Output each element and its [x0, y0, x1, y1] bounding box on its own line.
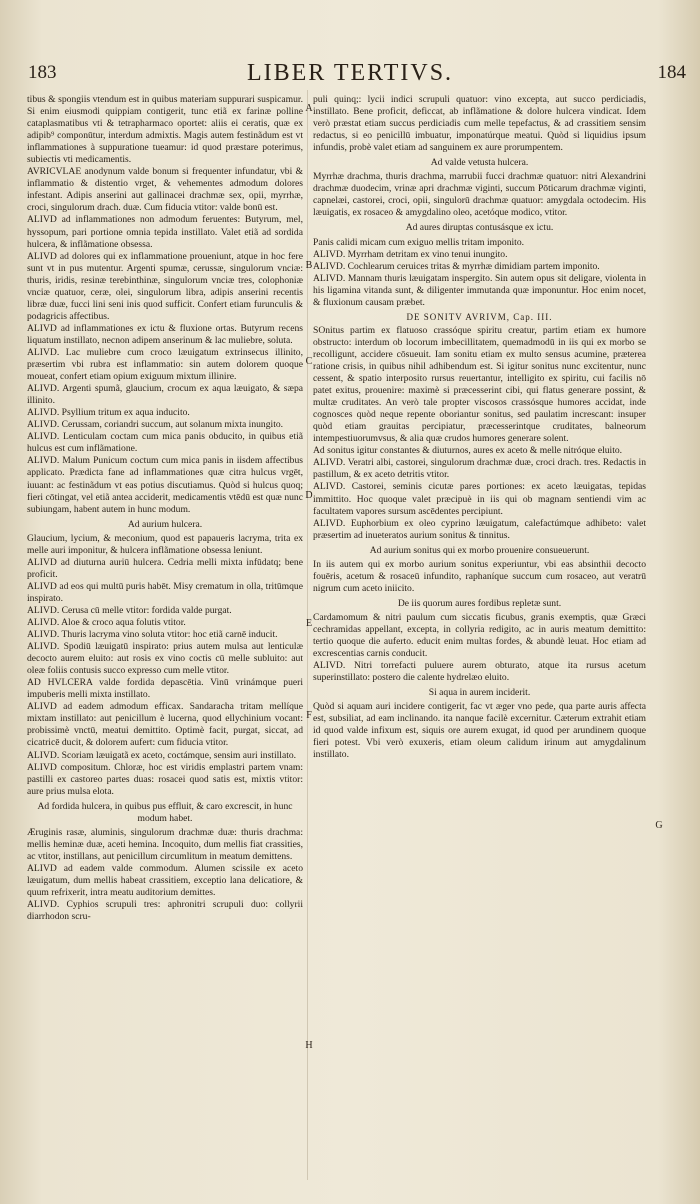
paragraph: ALIVD. Cyphios scrupuli tres: aphronitri scrupuli duo: collyrii diarrhodon scru- [27, 899, 303, 923]
paragraph: Panis calidi micam cum exiguo mellis tritam imponito. [313, 236, 525, 248]
paragraph: ALIVD. Spodiū læuigatū inspirato: prius autem mulsa aut lenticulæ decocto aurem eluito: aut rosis ex vino coctis cū melle subluito: aut oleæ foliis contusis succo expresso cum melle vtitor. [27, 641, 303, 677]
paragraph: ALIVD. Thuris lacryma vino soluta vtitor: hoc etiã carnē inducit. [27, 629, 278, 641]
chapter-heading: DE SONITV AVRIVM, Cap. III. [406, 311, 553, 322]
margin-letter: A [305, 103, 313, 114]
paragraph: ALIVD ad eadem valde commodum. Alumen scissile ex aceto læuigatum, dum mellis habeat crassitiem, exceptio lana delicatiore, & quum refrixerit, intra meatu auditorium demittes. [27, 862, 303, 899]
paragraph: ALIVD. Cerussam, coriandri succum, aut solanum mixta inungito. [27, 419, 284, 431]
paragraph: AVRICVLAE anodynum valde bonum si frequenter infundatur, vbi & inflammatio & distentio vrget, & vehementes admodum dolores infestant. Adipis anserini aut gallinacei drachmæ sex, opii, myrrhæ, croci, singulorum drach. duæ. Cum fiducia vtitor: valde bonū est. [27, 166, 303, 214]
paragraph: Æruginis rasæ, aluminis, singulorum drachmæ duæ: thuris drachma: mellis heminæ duæ, aceti hemina. Incoquito, dum mellis fiat crassities, ac vtitor, instillans, aut penicillum circumlitum in meatum demittens. [27, 826, 303, 862]
right-column [313, 94, 646, 761]
paragraph: AD HVLCERA valde fordida depascētia. Vinū vrinámque pueri impuberis melli mixta instillato. [27, 677, 303, 701]
paragraph: ALIVD. Aloe & croco aqua folutis vtitor. [27, 617, 186, 629]
paragraph: Ad sonitus igitur constantes & diuturnos, aures ex aceto & melle nitróque eluito. [313, 445, 623, 457]
paragraph: ALIVD. Lenticulam coctam cum mica panis obducito, in quibus etiã hulcus est cum inflãmatione. [27, 431, 303, 455]
paragraph: ALIVD. Cochlearum ceruices tritas & myrrhæ dimidiam partem imponito. [313, 260, 600, 272]
column-divider [307, 90, 308, 1180]
paragraph: ALIVD. Castorei, seminis cicutæ pares portiones: ex aceto læuigatas, tepidas immittito. Hoc quoque valet præcipuè in iis qui ob magnam sentiendi vim ac facultatem vapores sursum ascēdentes percipiunt. [313, 481, 646, 517]
section-heading: Ad aurium sonitus qui ex morbo prouenire consueuerunt. [369, 544, 590, 556]
paragraph: ALIVD. Psyllium tritum ex aqua inducito. [27, 407, 190, 419]
paragraph: Cardamomum & nitri paulum cum siccatis ficubus, granis exemptis, quæ Græci cechramidas appellant, excepta, in collyria redigito, ac in auris meatum demittito: tertio quoque die auferto. educit enim multas fordes, & abundè leuat. Hoc etiam ad excrescentias carnis conducit. [313, 611, 646, 660]
margin-letter: B [305, 260, 313, 271]
paragraph: ALIVD ad eos qui multū puris habēt. Misy crematum in olla, tritūmque inspirato. [27, 580, 303, 604]
paragraph: ALIVD ad dolores qui ex inflammatione proueniunt, atque in hoc fere sunt vt in pus mutentur. Argenti spumæ, cerussæ, singulorum vnciæ: thuris, iridis, resinæ terebinthinæ, singulorum vnciæ tres, colophoniæ vnciæ quatuor, ceræ, olei, singulorum libra, adipis anserini recentis libræ duæ, fucci lini seni inis quod sufficit. Confert etiam furunculis & podagricis affectibus. [27, 250, 303, 322]
page-number-left: 183 [28, 62, 57, 83]
section-heading: Ad fordida hulcera, in quibus pus effluit, & caro excrescit, in hunc modum habet. [37, 800, 293, 824]
paragraph: ALIVD. Euphorbium ex oleo cyprino læuigatum, calefactúmque adhibeto: valet præsertim ad inueteratos aurium sonitus & tinnitus. [313, 517, 646, 541]
section-heading: De iis quorum aures fordibus repletæ sunt. [397, 597, 562, 609]
paragraph: ALIVD. Mannam thuris læuigatam inspergito. Sin autem opus sit deligare, violenta in his ligamina vitanda sunt, & diligenter immutanda quæ imponuntur. Hoc enim nocet, & fluxionum causam præbet. [313, 272, 646, 308]
paragraph: Glaucium, lycium, & meconium, quod est papaueris lacryma, trita ex melle auri imponitur, & hulcera inflãmatione obsessa leniunt. [27, 532, 303, 556]
paragraph: ALIVD. Lac muliebre cum croco læuigatum extrinsecus illinito, præsertim vbi rubra est inflammatio: sin autem dolorem quoque moueat, confert etiam opium exiguum mixtum illinire. [27, 346, 303, 383]
paragraph: ALIVD compositum. Chloræ, hoc est viridis emplastri partem vnam: pastilli ex castoreo partes duas: rosacei quod satis est, mixtis vtitor: aure prius mulsa elota. [27, 761, 303, 797]
paragraph: ALIVD. Cerusa cū melle vtitor: fordida valde purgat. [27, 604, 232, 616]
paragraph: ALIVD. Myrrham detritam ex vino tenui inungito. [313, 248, 508, 260]
margin-letter: C [305, 356, 313, 367]
paragraph: Quòd si aquam auri incidere contigerit, fac vt æger vno pede, qua parte auris affecta est, subsiliat, ad eam inclinando. ita nanque facilè excernitur. Cæterum extrahit etiam id quod valde infixum est, siquis ore aurem exugat, id quod per arundinem quoque fieri potest. Vbi verò exuxeris, etiam oleum calidum irinum aut amygdalinum instillato. [313, 701, 646, 761]
paragraph: ALIVD. Argenti spumã, glaucium, crocum ex aqua læuigato, & sæpa illinito. [27, 383, 303, 407]
paragraph: ALIVD ad inflammationes ex ictu & fluxione ortas. Butyrum recens liquatum instillato, necnon adipem anserinum & lac muliebre, soluta. [27, 322, 303, 346]
paragraph: ALIVD ad inflammationes non admodum feruentes: Butyrum, mel, hyssopum, pari portione omnia tepida instillato. Valet etiã ad sordida hulcera, & inflãmatione obsessa. [27, 214, 303, 250]
running-header [0, 60, 700, 88]
section-heading: Si aqua in aurem inciderit. [428, 687, 531, 699]
margin-letter: G [655, 820, 663, 831]
paragraph: tibus & spongiis vtendum est in quibus materiam suppurari suspicamur. Si enim eiusmodi quippiam contigerit, tunc etiã ex farinæ polline cataplasmatibus vti & tetrapharmaco oportet: aliis ei ceratis, quæ ex adipib⁹ componūtur, interdum admixtis. Magis autem festinãdum est vt inflammationes à suppuratione tueamur: id quod præstare poterimus, subiectis vti medicamentis. [27, 94, 303, 166]
paragraph: ALIVD. Scoriam læuigatã ex aceto, coctámque, sensim auri instillato. [27, 749, 297, 761]
margin-letter: D [305, 490, 313, 501]
margin-letter: F [306, 710, 312, 721]
paragraph: ALIVD. Malum Punicum coctum cum mica panis in iisdem affectibus applicato. Prædicta fane ad inflammationes quæ citra hulcus vrgēt, iuuant: ac festinãdum vt eas potius discutiamus. Quòd si hulcus quoq; fieri cōtingat, vel etiã antea acciderit, medicamentis vtēdū est quæ nunc subiungam, habent autem in hunc modum. [27, 455, 303, 515]
paragraph: ALIVD ad diuturna auriū hulcera. Cedria melli mixta infūdatq; bene proficit. [27, 556, 303, 580]
paragraph: ALIVD ad eadem admodum efficax. Sandaracha tritam mellíque mixtam instillato: aut penicillum è lucerna, quod ellychinium vocant: probissimè vnctū, meatui demittito. Optimè facit, purgat, siccat, ad cicatricē ducit, & dolorem aufert: cum fiducia vtitor. [27, 701, 303, 749]
left-column [27, 94, 303, 923]
section-heading: Ad valde vetusta hulcera. [430, 157, 529, 169]
section-heading: Ad aures diruptas contusásque ex ictu. [405, 222, 554, 234]
margin-letter: H [305, 1040, 313, 1051]
section-heading: Ad aurium hulcera. [127, 518, 203, 530]
margin-letter: E [305, 618, 313, 629]
paragraph: ALIVD. Nitri torrefacti puluere aurem obturato, atque ita rursus acetum superinstillato: postero die calente hydrelæo eluito. [313, 660, 646, 684]
paragraph: puli quinq;: lycii indici scrupuli quatuor: vino excepta, aut succo perdiciadis, instillato. Bene proficit, deficcat, ab inflãmatione & dolore hulcera vindicat. Idem verò præstat etiam succus perdiciadis cum melle tepefactus, & ad crassitiem sensim redactus, si eo penicillū imbuatur, imponatúrque meatui. Quòd si liquidius ipsum infundis, probè valet etiam ad sanguinem ex aure prorumpentem. [313, 94, 646, 154]
page-number-right: 184 [657, 62, 686, 83]
paragraph: ALIVD. Veratri albi, castorei, singulorum drachmæ duæ, croci drach. tres. Redactis in pastillum, & ex aceto detritis vtitor. [313, 457, 646, 481]
paragraph: In iis autem qui ex morbo aurium sonitus experiuntur, vbi eas absinthii decocto fouēris, acetum & rosaceū infundito, raphaníque succum cum rosaceo, aut veratrū nigrum cum aceto iniicito. [313, 558, 646, 594]
paragraph: Myrrhæ drachma, thuris drachma, marrubii fucci drachmæ quatuor: nitri Alexandrini drachmæ duodecim, vrinæ apri drachmæ viginti, succum Pōticarum drachmæ viginti, capnelæi, castorei, croci, opii, singulorū drachmæ quatuor: amygdala octodecim. His læuigatis, ex rosaceo & amygdalino oleo, acetóque modico, vtitor. [313, 171, 646, 219]
running-title: LIBER TERTIVS. [246, 60, 454, 86]
paragraph: SOnitus partim ex flatuoso crassóque spiritu creatur, partim etiam ex humore obstructo: interdum ob locorum imbecillitatem, quemadmodū in iis qui ex morbo se recolligunt, accidere cōsueuit. Iam sonitu etiam ex multo sensus acumine, præterea ratione crisis, in quibus nihil adhibendum est. Si igitur sonitus nunc excitentur, nunc cessent, & spatio interposito rursus reuertantur, intelligito ex spiritu, cui facilis nō patet exitus, prouenire: maximè si præcesserint cibi, qui flatus generare possint, & multæ cruditates. An verò tale propter viscosos crassósque humores accidat, inde cognosces quòd neque repente oboriantur sonitus, sed paulatim increscant: insuper quòd etiam grauitas percipiatur, præcesserintque cruditates, balneorum intempestiuorumvsus, & alia quæ crudos humores generare solent. [313, 324, 646, 445]
